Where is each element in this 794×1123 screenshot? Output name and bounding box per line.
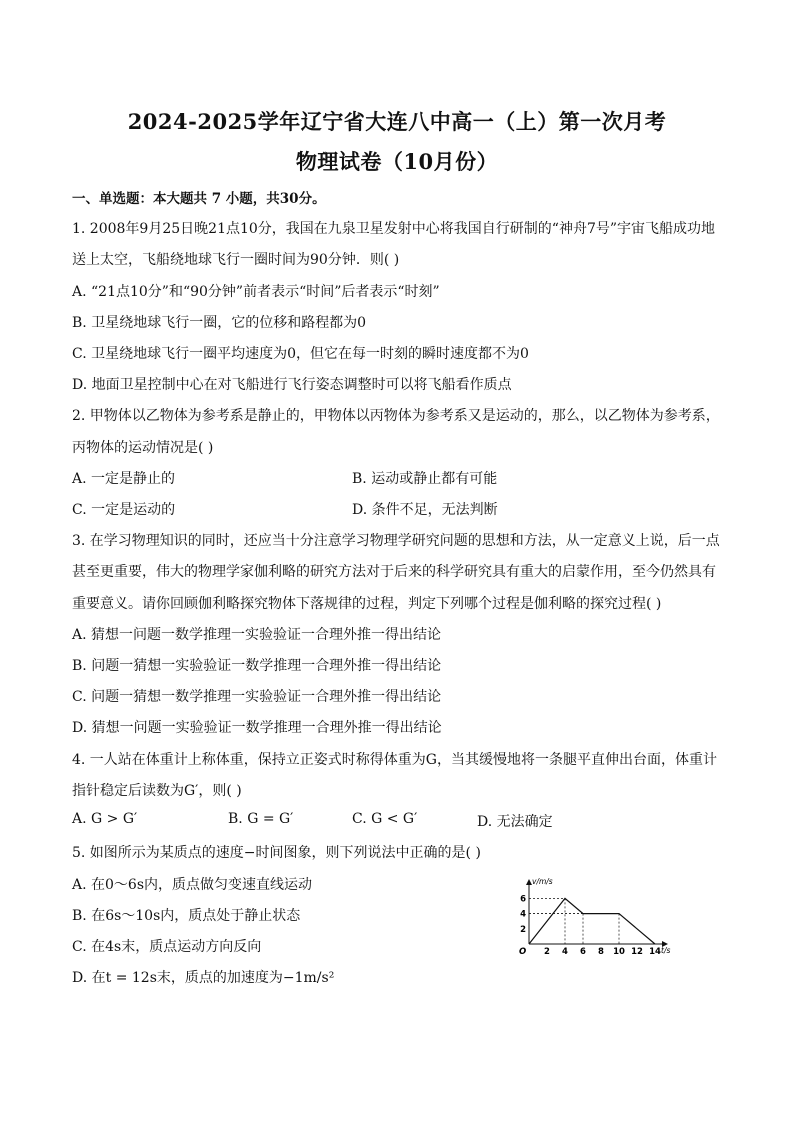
series-line xyxy=(529,898,655,944)
q3-stem-line2: 甚至更重要，伟大的物理学家伽利略的研究方法对于后来的科学研究具有重大的启蒙作用，至今仍然具有 xyxy=(72,564,716,580)
y-tick-label: 2 xyxy=(520,924,526,935)
q5-stem: 5. 如图所示为某质点的速度−时间图象，则下列说法中正确的是( ) xyxy=(72,845,481,861)
q1-option-c: C. 卫星绕地球飞行一圈平均速度为0，但它在每一时刻的瞬时速度都不为0 xyxy=(72,346,529,362)
q3-option-d: D. 猜想一问题一实验验证一数学推理一合理外推一得出结论 xyxy=(72,720,442,736)
y-axis-label: v/m/s xyxy=(532,877,553,886)
q5-option-b: B. 在6s～10s内，质点处于静止状态 xyxy=(72,908,301,924)
origin-label: O xyxy=(519,947,527,957)
q3-option-b: B. 问题一猜想一实验验证一数学推理一合理外推一得出结论 xyxy=(72,658,442,674)
x-tick-label: 2 xyxy=(544,947,550,957)
x-axis-label: t/s xyxy=(661,946,671,955)
q2-stem-line2: 丙物体的运动情况是( ) xyxy=(72,440,214,456)
y-tick-label: 6 xyxy=(520,894,526,905)
q1-option-d: D. 地面卫星控制中心在对飞船进行飞行姿态调整时可以将飞船看作质点 xyxy=(72,377,512,393)
q3-option-a: A. 猜想一问题一数学推理一实验验证一合理外推一得出结论 xyxy=(72,627,442,643)
x-tick-label: 14 xyxy=(649,947,661,957)
q4-option-b: B. G = G′ xyxy=(228,811,294,827)
section-heading: 一、单选题：本大题共 7 小题，共30分。 xyxy=(72,191,326,207)
x-tick-label: 4 xyxy=(562,947,568,957)
x-tick-label: 12 xyxy=(631,947,643,957)
q4-option-a: A. G > G′ xyxy=(72,811,138,827)
exam-title: 2024-2025学年辽宁省大连八中高一（上）第一次月考 xyxy=(127,109,667,134)
x-tick-label: 10 xyxy=(613,947,625,957)
q1-option-b: B. 卫星绕地球飞行一圈，它的位移和路程都为0 xyxy=(72,315,367,331)
q2-option-b: B. 运动或静止都有可能 xyxy=(352,471,498,487)
q4-stem-line1: 4. 一人站在体重计上称体重，保持立正姿式时称得体重为G，当其缓慢地将一条腿平直伸出台面，体重计 xyxy=(72,752,717,768)
velocity-time-graph xyxy=(505,874,671,957)
q2-stem-line1: 2. 甲物体以乙物体为参考系是静止的，甲物体以丙物体为参考系又是运动的，那么，以乙物体为参考系， xyxy=(72,408,720,424)
q3-option-c: C. 问题一猜想一数学推理一实验验证一合理外推一得出结论 xyxy=(72,689,442,705)
x-tick-label: 8 xyxy=(598,947,604,957)
q1-stem-line2: 送上太空，飞船绕地球飞行一圈时间为90分钟．则( ) xyxy=(72,252,400,268)
q4-option-c: C. G < G′ xyxy=(352,811,418,827)
x-tick-label: 6 xyxy=(580,947,586,957)
q1-stem-line1: 1. 2008年9月25日晚21点10分，我国在九泉卫星发射中心将我国自行研制的“神舟7号”宇宙飞船成功地 xyxy=(72,221,716,237)
q2-option-c: C. 一定是运动的 xyxy=(72,502,176,518)
q2-option-d: D. 条件不足，无法判断 xyxy=(352,502,498,518)
q5-option-c: C. 在4s末，质点运动方向反向 xyxy=(72,939,262,955)
q1-option-a: A. “21点10分”和“90分钟”前者表示“时间”后者表示“时刻” xyxy=(72,284,440,300)
q3-stem-line3: 重要意义。请你回顾伽利略探究物体下落规律的过程，判定下列哪个过程是伽利略的探究过程( ) xyxy=(72,596,662,612)
y-tick-label: 4 xyxy=(520,909,526,920)
q5-option-d: D. 在t = 12s末，质点的加速度为−1m/s² xyxy=(72,970,335,986)
exam-subtitle: 物理试卷（10月份） xyxy=(295,149,499,174)
q3-stem-line1: 3. 在学习物理知识的同时，还应当十分注意学习物理学研究问题的思想和方法，从一定意义上说，后一点 xyxy=(72,533,720,549)
q5-option-a: A. 在0～6s内，质点做匀变速直线运动 xyxy=(72,877,313,893)
q2-option-a: A. 一定是静止的 xyxy=(72,471,176,487)
q4-stem-line2: 指针稳定后读数为G′，则( ) xyxy=(72,783,242,799)
q4-option-d: D. 无法确定 xyxy=(477,814,553,830)
